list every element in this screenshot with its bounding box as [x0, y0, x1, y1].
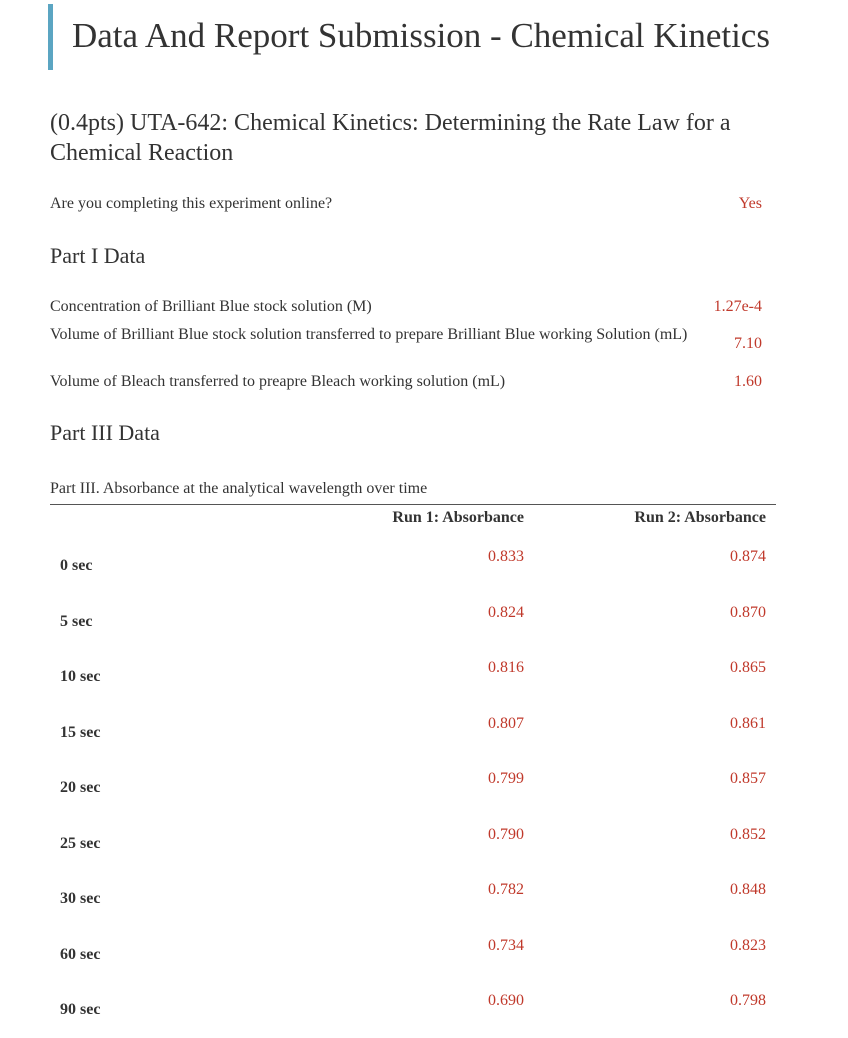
run2-value: 0.823	[730, 936, 766, 954]
online-answer-value: Yes	[738, 195, 762, 212]
part1-heading: Part I Data	[50, 243, 146, 268]
table-row	[50, 705, 776, 761]
part3-heading: Part III Data	[50, 420, 160, 445]
table-caption: Part III. Absorbance at the analytical wavelength over time	[50, 480, 428, 497]
part1-row-value: 7.10	[734, 335, 762, 352]
time-cell: 10 sec	[60, 668, 101, 685]
table-row	[50, 816, 776, 872]
run1-value: 0.816	[488, 659, 524, 676]
time-cell: 60 sec	[60, 945, 101, 963]
table-row	[50, 760, 776, 816]
column-header-run2: Run 2: Absorbance	[634, 509, 766, 526]
part1-row-value: 1.60	[734, 373, 762, 390]
run1-value: 0.824	[488, 603, 524, 621]
run1-value: 0.807	[488, 714, 524, 732]
time-cell: 15 sec	[60, 723, 101, 741]
run1-value: 0.833	[488, 548, 524, 565]
table-row	[50, 538, 776, 594]
run1-value: 0.690	[488, 992, 524, 1009]
run2-value: 0.798	[730, 992, 766, 1009]
run2-value: 0.852	[730, 825, 766, 843]
run2-value: 0.874	[730, 548, 766, 565]
part1-row-label: Volume of Bleach transferred to preapre Bleach working solution (mL)	[50, 373, 506, 390]
part1-row-label: Concentration of Brilliant Blue stock solution (M)	[50, 298, 372, 315]
part1-row-value: 1.27e-4	[713, 298, 762, 315]
run1-value: 0.734	[488, 936, 524, 954]
title-accent-bar	[48, 4, 53, 70]
run2-value: 0.861	[730, 714, 766, 732]
table-row	[50, 982, 776, 1038]
run2-value: 0.870	[730, 603, 766, 621]
table-row	[50, 594, 776, 650]
absorbance-table	[50, 538, 776, 1038]
run2-value: 0.848	[730, 881, 766, 898]
question-title: (0.4pts) UTA-642: Chemical Kinetics: Determining the Rate Law for a Chemical Reaction	[50, 110, 731, 166]
run1-value: 0.782	[488, 881, 524, 898]
page-title: Data And Report Submission - Chemical Kinetics	[72, 16, 770, 55]
table-header-rule	[50, 504, 776, 505]
online-question-label: Are you completing this experiment online?	[50, 195, 333, 212]
table-row	[50, 927, 776, 983]
time-cell: 90 sec	[60, 1001, 101, 1018]
part1-row-label: Volume of Brilliant Blue stock solution transferred to prepare Brilliant Blue working Solution (mL)	[50, 326, 688, 343]
run2-value: 0.857	[730, 770, 766, 787]
column-header-run1: Run 1: Absorbance	[392, 509, 524, 526]
run1-value: 0.790	[488, 825, 524, 843]
table-row	[50, 871, 776, 927]
time-cell: 5 sec	[60, 612, 93, 630]
time-cell: 0 sec	[60, 557, 93, 574]
time-cell: 20 sec	[60, 779, 101, 796]
table-row	[50, 649, 776, 705]
time-cell: 30 sec	[60, 890, 101, 907]
run2-value: 0.865	[730, 659, 766, 676]
run1-value: 0.799	[488, 770, 524, 787]
time-cell: 25 sec	[60, 834, 101, 852]
